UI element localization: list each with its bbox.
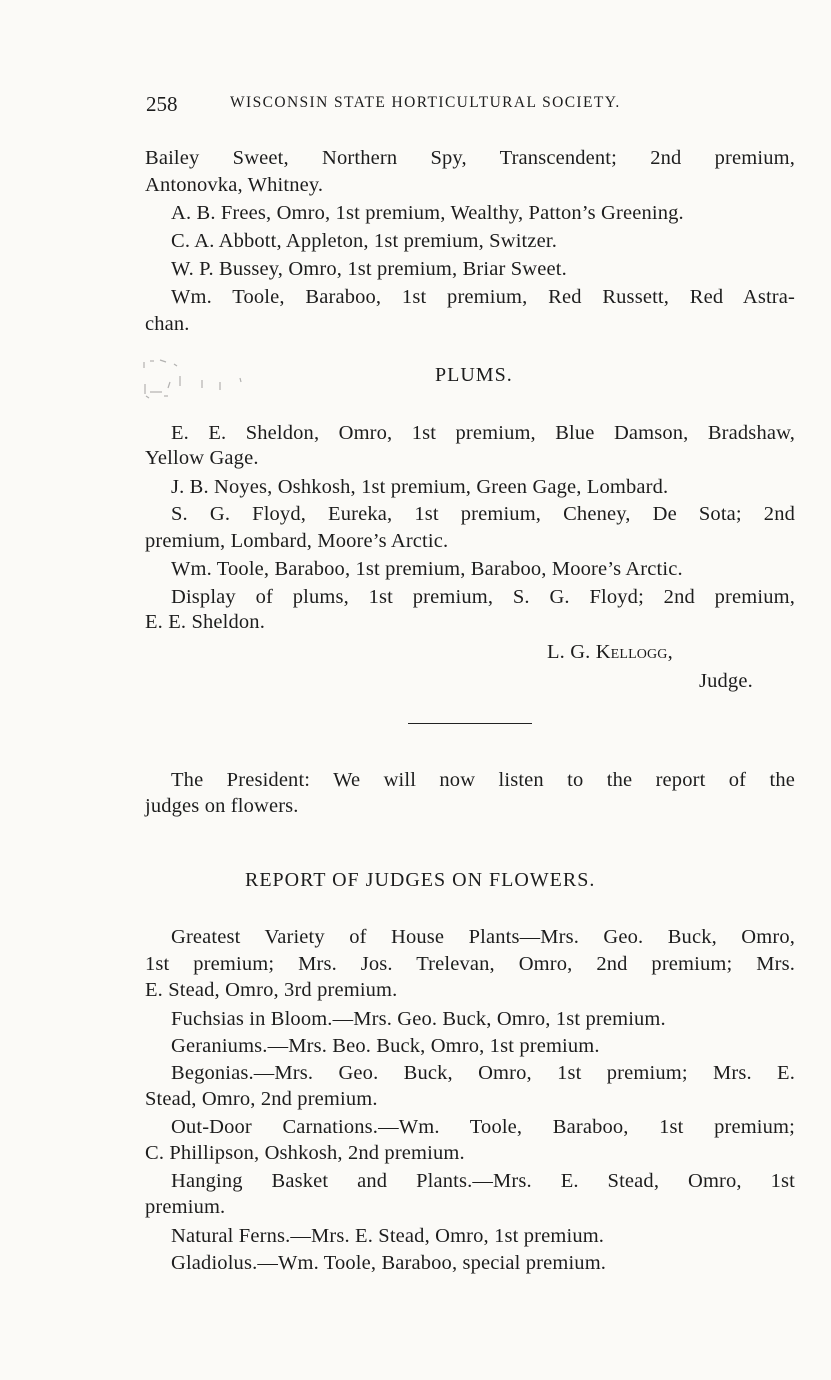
- section-heading-plums: PLUMS.: [435, 364, 513, 386]
- text-line: Hanging Basket and Plants.—Mrs. E. Stead, Omro, 1st: [171, 1170, 795, 1192]
- text-line: E. E. Sheldon.: [145, 611, 265, 633]
- text-line: C. Phillipson, Oshkosh, 2nd premium.: [145, 1142, 465, 1164]
- text-line: E. Stead, Omro, 3rd premium.: [145, 979, 398, 1001]
- text-line: A. B. Frees, Omro, 1st premium, Wealthy, Patton’s Greening.: [171, 202, 684, 224]
- text-line: Yellow Gage.: [145, 447, 259, 469]
- text-line: premium, Lombard, Moore’s Arctic.: [145, 530, 449, 552]
- text-line: Begonias.—Mrs. Geo. Buck, Omro, 1st premium; Mrs. E.: [171, 1062, 795, 1084]
- text-line: Out-Door Carnations.—Wm. Toole, Baraboo, 1st premium;: [171, 1116, 795, 1138]
- running-title: WISCONSIN STATE HORTICULTURAL SOCIETY.: [230, 94, 621, 111]
- text-line: Fuchsias in Bloom.—Mrs. Geo. Buck, Omro, 1st premium.: [171, 1008, 666, 1030]
- text-line: The President: We will now listen to the report of the: [171, 769, 795, 791]
- text-line: judges on flowers.: [145, 795, 299, 817]
- text-line: Wm. Toole, Baraboo, 1st premium, Baraboo, Moore’s Arctic.: [171, 558, 683, 580]
- page-number: 258: [146, 92, 178, 116]
- section-divider: [408, 723, 532, 724]
- text-line: Gladiolus.—Wm. Toole, Baraboo, special premium.: [171, 1252, 607, 1274]
- text-line: Display of plums, 1st premium, S. G. Floyd; 2nd premium,: [171, 586, 795, 608]
- section-heading-flowers: REPORT OF JUDGES ON FLOWERS.: [245, 869, 596, 891]
- text-line: W. P. Bussey, Omro, 1st premium, Briar Sweet.: [171, 258, 567, 280]
- text-line: Natural Ferns.—Mrs. E. Stead, Omro, 1st premium.: [171, 1225, 605, 1247]
- text-line: Stead, Omro, 2nd premium.: [145, 1088, 378, 1110]
- scan-specks: [140, 356, 250, 402]
- text-line: Greatest Variety of House Plants—Mrs. Geo. Buck, Omro,: [171, 926, 795, 948]
- text-line: Geraniums.—Mrs. Beo. Buck, Omro, 1st premium.: [171, 1035, 600, 1057]
- text-line: C. A. Abbott, Appleton, 1st premium, Switzer.: [171, 230, 557, 252]
- text-line: S. G. Floyd, Eureka, 1st premium, Cheney, De Sota; 2nd: [171, 503, 795, 525]
- text-line: 1st premium; Mrs. Jos. Trelevan, Omro, 2nd premium; Mrs.: [145, 953, 795, 975]
- text-line: J. B. Noyes, Oshkosh, 1st premium, Green Gage, Lombard.: [171, 476, 669, 498]
- text-line: Bailey Sweet, Northern Spy, Transcendent; 2nd premium,: [145, 147, 795, 169]
- text-line: Wm. Toole, Baraboo, 1st premium, Red Russett, Red Astra-: [171, 286, 795, 308]
- judge-title: Judge.: [699, 670, 753, 692]
- text-line: chan.: [145, 313, 190, 335]
- text-line: Antonovka, Whitney.: [145, 174, 324, 196]
- text-line: premium.: [145, 1196, 226, 1218]
- text-line: E. E. Sheldon, Omro, 1st premium, Blue Damson, Bradshaw,: [171, 422, 795, 444]
- judge-signature: L. G. Kellogg,: [547, 641, 673, 663]
